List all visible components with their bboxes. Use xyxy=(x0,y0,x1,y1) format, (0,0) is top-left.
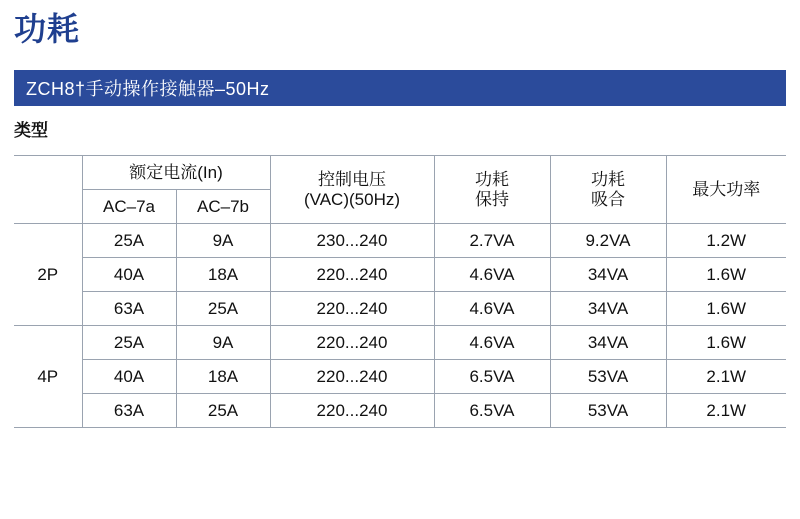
cell-hold: 6.5VA xyxy=(434,394,550,428)
cell-hold: 2.7VA xyxy=(434,224,550,258)
header-power-hold-line2: 保持 xyxy=(475,189,509,209)
header-ac7b: AC–7b xyxy=(176,190,270,224)
cell-voltage: 230...240 xyxy=(270,224,434,258)
header-type-col xyxy=(14,156,82,224)
cell-ac7a: 25A xyxy=(82,326,176,360)
cell-hold: 6.5VA xyxy=(434,360,550,394)
cell-ac7a: 40A xyxy=(82,360,176,394)
cell-ac7b: 18A xyxy=(176,258,270,292)
cell-voltage: 220...240 xyxy=(270,258,434,292)
cell-max: 1.2W xyxy=(666,224,786,258)
cell-hold: 4.6VA xyxy=(434,292,550,326)
cell-pickup: 53VA xyxy=(550,394,666,428)
header-rated-current: 额定电流(In) xyxy=(82,156,270,190)
row-type-4p: 4P xyxy=(14,326,82,428)
table-row xyxy=(14,394,786,428)
cell-ac7a: 25A xyxy=(82,224,176,258)
cell-ac7b: 25A xyxy=(176,292,270,326)
cell-voltage: 220...240 xyxy=(270,326,434,360)
cell-ac7a: 63A xyxy=(82,394,176,428)
cell-max: 1.6W xyxy=(666,292,786,326)
cell-voltage: 220...240 xyxy=(270,292,434,326)
table-row xyxy=(14,224,786,258)
cell-ac7a: 40A xyxy=(82,258,176,292)
header-control-voltage xyxy=(270,156,434,224)
header-power-hold-line1: 功耗 xyxy=(475,169,509,189)
header-max-power: 最大功率 xyxy=(666,156,786,224)
cell-ac7b: 9A xyxy=(176,326,270,360)
cell-max: 2.1W xyxy=(666,394,786,428)
subheading: 类型 xyxy=(14,121,48,140)
power-consumption-table xyxy=(14,155,786,428)
cell-pickup: 53VA xyxy=(550,360,666,394)
header-control-voltage-line2: (VAC)(50Hz) xyxy=(303,189,401,209)
row-type-2p: 2P xyxy=(14,224,82,326)
header-power-pickup xyxy=(550,156,666,224)
table-header-row-1 xyxy=(14,156,786,190)
cell-ac7a: 63A xyxy=(82,292,176,326)
cell-max: 1.6W xyxy=(666,326,786,360)
cell-ac7b: 25A xyxy=(176,394,270,428)
header-power-hold xyxy=(434,156,550,224)
cell-hold: 4.6VA xyxy=(434,258,550,292)
section-banner xyxy=(14,70,786,106)
cell-max: 2.1W xyxy=(666,360,786,394)
cell-hold: 4.6VA xyxy=(434,326,550,360)
page-title: 功耗 xyxy=(14,11,81,47)
section-banner-label: ZCH8†手动操作接触器–50Hz xyxy=(26,79,270,99)
table-row xyxy=(14,258,786,292)
cell-max: 1.6W xyxy=(666,258,786,292)
cell-pickup: 9.2VA xyxy=(550,224,666,258)
table-row xyxy=(14,360,786,394)
cell-pickup: 34VA xyxy=(550,258,666,292)
cell-ac7b: 18A xyxy=(176,360,270,394)
cell-pickup: 34VA xyxy=(550,292,666,326)
table-row xyxy=(14,292,786,326)
header-power-pickup-line2: 吸合 xyxy=(591,189,625,209)
spec-table-container xyxy=(14,155,786,428)
table-row xyxy=(14,326,786,360)
cell-voltage: 220...240 xyxy=(270,360,434,394)
header-control-voltage-line1: 控制电压 xyxy=(318,169,386,189)
cell-voltage: 220...240 xyxy=(270,394,434,428)
header-ac7a: AC–7a xyxy=(82,190,176,224)
header-power-pickup-line1: 功耗 xyxy=(591,169,625,189)
cell-ac7b: 9A xyxy=(176,224,270,258)
cell-pickup: 34VA xyxy=(550,326,666,360)
